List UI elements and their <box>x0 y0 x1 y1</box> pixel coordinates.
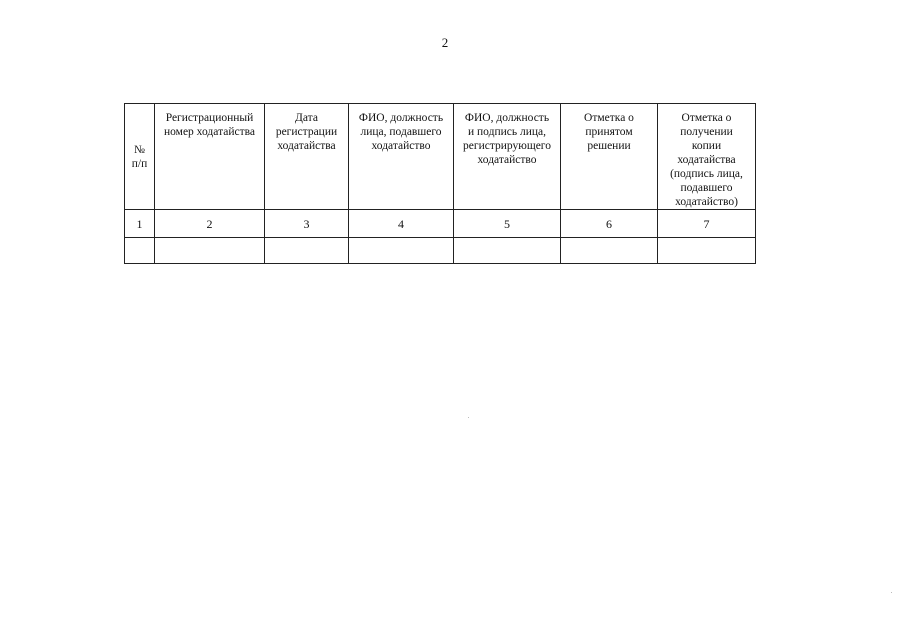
table-cell <box>155 238 265 264</box>
page-number: 2 <box>441 35 449 50</box>
header-line: Дата <box>295 112 318 124</box>
header-cell-number <box>125 104 155 210</box>
header-line: копии <box>691 140 722 152</box>
header-line: регистрации <box>275 126 338 138</box>
table-cell <box>125 238 155 264</box>
table-header-row <box>125 104 756 210</box>
column-number-cell: 6 <box>561 210 658 238</box>
header-line: Отметка о <box>681 112 732 124</box>
table-row <box>125 238 756 264</box>
header-cell-registration-number <box>155 104 265 210</box>
header-line: лица, подавшего <box>360 126 442 138</box>
column-number-cell: 5 <box>454 210 561 238</box>
header-line: ФИО, должность <box>358 112 444 124</box>
column-number-cell: 7 <box>658 210 756 238</box>
registry-table <box>124 103 756 264</box>
column-number-cell: 4 <box>349 210 454 238</box>
header-line: № <box>134 143 145 156</box>
header-line: регистрирующего <box>463 140 551 152</box>
header-line: принятом <box>585 126 633 138</box>
header-cell-applicant <box>349 104 454 210</box>
header-line: получении <box>680 126 733 138</box>
header-line: ходатайство <box>477 154 537 166</box>
header-cell-copy-received <box>658 104 756 210</box>
header-line: (подпись лица, <box>670 168 743 180</box>
scan-speck <box>891 592 892 593</box>
header-line: ходатайство) <box>675 196 738 208</box>
table-cell <box>349 238 454 264</box>
header-line: ФИО, должность <box>464 112 550 124</box>
column-number-cell: 2 <box>155 210 265 238</box>
header-line: п/п <box>131 157 148 170</box>
column-number-row <box>125 210 756 238</box>
header-cell-registrar <box>454 104 561 210</box>
header-line: Регистрационный <box>165 112 254 124</box>
column-number-cell: 3 <box>265 210 349 238</box>
table-cell <box>265 238 349 264</box>
column-number-cell: 1 <box>125 210 155 238</box>
header-cell-registration-date <box>265 104 349 210</box>
header-line: решении <box>587 140 631 152</box>
header-line: ходатайства <box>277 140 336 152</box>
table-cell <box>454 238 561 264</box>
header-line: ходатайства <box>677 154 736 166</box>
header-line: Отметка о <box>584 112 634 124</box>
header-line: ходатайство <box>371 140 431 152</box>
header-cell-decision <box>561 104 658 210</box>
header-line: подавшего <box>680 182 733 194</box>
table-cell <box>561 238 658 264</box>
table-cell <box>658 238 756 264</box>
header-line: номер ходатайства <box>163 126 256 138</box>
scan-speck <box>468 417 469 418</box>
header-line: и подпись лица, <box>467 126 546 138</box>
